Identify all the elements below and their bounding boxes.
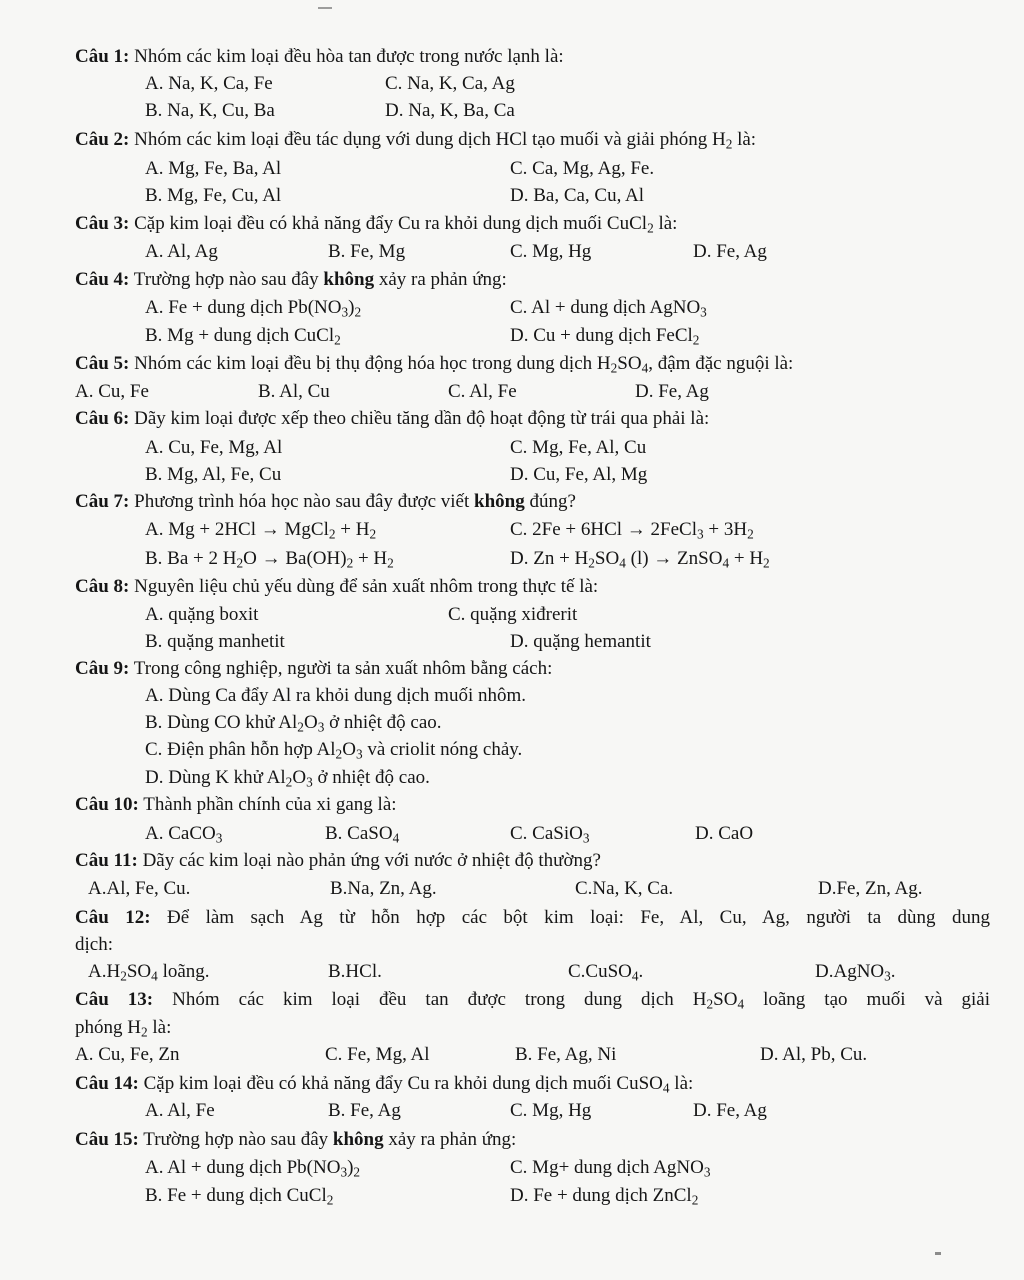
options-row	[0, 1097, 1024, 1125]
question-13	[0, 986, 1024, 1014]
option-c[interactable]: C. 2Fe + 6HCl → 2FeCl$_3$ + $3H_2$	[510, 519, 754, 542]
option-a[interactable]: A. Al, Fe	[145, 1100, 215, 1121]
option-d[interactable]: D. Al, Pb, Cu.	[760, 1044, 868, 1065]
question-text: Dãy các kim loại nào phản ứng với nước ở nhiệt độ thường?	[142, 850, 601, 871]
option-b[interactable]: B. Fe + dung dịch CuCl$_2$	[145, 1185, 334, 1208]
option-b[interactable]: B. Al, Cu	[258, 381, 330, 402]
option-c[interactable]: C. Mg+ dung dịch AgNO$_3$	[510, 1157, 711, 1180]
question-text: Trong công nghiệp, người ta sản xuất nhôm bằng cách:	[133, 658, 553, 679]
option-a[interactable]: A. Cu, Fe, Zn	[75, 1044, 180, 1065]
option-d[interactable]: D. Fe, Ag	[693, 241, 767, 262]
question-number: Câu 13:	[75, 989, 154, 1010]
question-text: Nguyên liệu chủ yếu dùng để sản xuất nhôm trong thực tế là:	[134, 576, 599, 597]
options-row	[0, 516, 1024, 544]
option-d[interactable]: D.Fe, Zn, Ag.	[818, 878, 923, 899]
options-row	[0, 322, 1024, 350]
option-b[interactable]: B.HCl.	[328, 961, 382, 982]
question-number: Câu 12:	[75, 907, 151, 928]
question-13-cont	[0, 1014, 1024, 1042]
option-c[interactable]: C. Mg, Hg	[510, 1100, 592, 1121]
scan-artifact	[935, 1252, 941, 1255]
question-number: Câu 15:	[75, 1129, 139, 1150]
question-4	[0, 266, 1024, 294]
question-number: Câu 9:	[75, 658, 130, 679]
option-d[interactable]: D. Cu, Fe, Al, Mg	[510, 464, 648, 485]
option-b[interactable]: B. quặng manhetit	[145, 631, 285, 652]
question-number: Câu 8:	[75, 576, 130, 597]
option-d[interactable]: D. Fe + dung dịch ZnCl$_2$	[510, 1185, 699, 1208]
option-c[interactable]: C.CuSO$_4$.	[568, 961, 644, 984]
options-row	[0, 155, 1024, 183]
option-d[interactable]: D. Fe, Ag	[693, 1100, 767, 1121]
question-14	[0, 1070, 1024, 1098]
option-c[interactable]: C. Mg, Hg	[510, 241, 592, 262]
question-number: Câu 4:	[75, 269, 130, 290]
option-a[interactable]: A. Al + dung dịch $Pb(NO_3)_2$	[145, 1157, 361, 1180]
options-row	[0, 958, 1024, 986]
question-text: Để làm sạch Ag từ hỗn hợp các bột kim loại: Fe, Al, Cu, Ag, người ta dùng dung	[166, 907, 990, 928]
question-text: Nhóm các kim loại đều tan được trong dung dịch $H_2SO_4$ loãng tạo muối và giải	[172, 989, 991, 1012]
option-c[interactable]: C. quặng xiđrerit	[448, 604, 578, 625]
option-d[interactable]: D. $Zn + H_2SO_4$ (l) → ZnSO$_4$ + $H_2$	[510, 548, 770, 571]
question-number: Câu 1:	[75, 46, 130, 67]
question-number: Câu 6:	[75, 408, 130, 429]
options-row	[0, 434, 1024, 462]
options-row	[0, 378, 1024, 406]
options-row	[0, 875, 1024, 903]
options-row	[0, 709, 1024, 737]
option-c[interactable]: C. Ca, Mg, Ag, Fe.	[510, 158, 655, 179]
question-12-cont	[0, 931, 1024, 959]
question-number: Câu 2:	[75, 129, 130, 150]
option-b[interactable]: B. Mg + dung dịch CuCl$_2$	[145, 325, 341, 348]
option-b[interactable]: B. CaSO$_4$	[325, 823, 400, 846]
question-1	[0, 43, 1024, 71]
options-row	[0, 764, 1024, 792]
scan-artifact	[318, 7, 332, 9]
question-number: Câu 11:	[75, 850, 138, 871]
option-d[interactable]: D.AgNO$_3$.	[815, 961, 896, 984]
option-a[interactable]: A. Mg + 2HCl → MgCl$_2$ + $H_2$	[145, 519, 377, 542]
option-a[interactable]: A. CaCO$_3$	[145, 823, 223, 846]
question-number: Câu 14:	[75, 1073, 139, 1094]
option-c[interactable]: C. Mg, Fe, Al, Cu	[510, 437, 647, 458]
option-a[interactable]: A. Na, K, Ca, Fe	[145, 73, 273, 94]
option-a[interactable]: A. Cu, Fe, Mg, Al	[145, 437, 283, 458]
option-b[interactable]: B.Na, Zn, Ag.	[330, 878, 437, 899]
option-a[interactable]: A. Fe + dung dịch $Pb(NO_3)_2$	[145, 297, 362, 320]
option-b[interactable]: B. Na, K, Cu, Ba	[145, 100, 275, 121]
question-10	[0, 791, 1024, 819]
options-row	[0, 736, 1024, 764]
options-row	[0, 461, 1024, 489]
options-row	[0, 238, 1024, 266]
question-7	[0, 488, 1024, 516]
question-11	[0, 847, 1024, 875]
question-9	[0, 655, 1024, 683]
option-a[interactable]: A. Dùng Ca đẩy Al ra khỏi dung dịch muối nhôm.	[145, 685, 527, 706]
options-row	[0, 682, 1024, 710]
option-b[interactable]: B. Mg, Fe, Cu, Al	[145, 185, 282, 206]
question-text: dịch:	[75, 934, 113, 955]
question-6	[0, 405, 1024, 433]
option-b[interactable]: B. Fe, Mg	[328, 241, 406, 262]
question-number: Câu 5:	[75, 353, 130, 374]
question-text: Phương trình hóa học nào sau đây được viết	[134, 491, 470, 512]
question-text: Thành phần chính của xi gang là:	[143, 794, 397, 815]
option-c[interactable]: C. CaSiO$_3$	[510, 823, 590, 846]
option-a[interactable]: A. Al, Ag	[145, 241, 218, 262]
question-emphasis: không	[474, 491, 525, 512]
question-emphasis: không	[332, 1129, 384, 1150]
option-d[interactable]: D. CaO	[695, 823, 754, 844]
question-text: Trường hợp nào sau đây	[143, 1129, 329, 1150]
question-15	[0, 1126, 1024, 1154]
option-d[interactable]: D. Na, K, Ba, Ca	[385, 100, 515, 121]
options-row	[0, 628, 1024, 656]
option-a[interactable]: A. Cu, Fe	[75, 381, 149, 402]
question-text: Dãy kim loại được xếp theo chiều tăng dần độ hoạt động từ trái qua phải là:	[134, 408, 710, 429]
question-12	[0, 904, 1024, 932]
option-c[interactable]: C. Al + dung dịch AgNO$_3$	[510, 297, 707, 320]
option-b[interactable]: B. Ba + 2 $H_2O \to Ba(OH)_2 + H_2$	[145, 548, 394, 571]
option-c[interactable]: C.Na, K, Ca.	[575, 878, 674, 899]
option-a[interactable]: A.Al, Fe, Cu.	[88, 878, 191, 899]
question-text: Cặp kim loại đều có khả năng đẩy Cu ra khỏi dung dịch muối CuSO$_4$ là:	[143, 1073, 694, 1096]
options-row	[0, 1154, 1024, 1182]
question-text: phóng $H_2$ là:	[75, 1017, 172, 1040]
options-row	[0, 70, 1024, 98]
question-2	[0, 126, 1024, 154]
question-text: Nhóm các kim loại đều tác dụng với dung dịch HCl tạo muối và giải phóng $H_2$ là:	[134, 129, 757, 152]
option-d[interactable]: D. Fe, Ag	[635, 381, 709, 402]
option-a[interactable]: A. quặng boxit	[145, 604, 259, 625]
question-text: Nhóm các kim loại đều bị thụ động hóa học trong dung dịch $H_2SO_4$, đậm đặc nguội là:	[134, 353, 794, 376]
options-row	[0, 1041, 1024, 1069]
options-row	[0, 601, 1024, 629]
options-row	[0, 1182, 1024, 1210]
option-d[interactable]: D. Ba, Ca, Cu, Al	[510, 185, 645, 206]
question-text: xảy ra phản ứng:	[378, 269, 507, 290]
question-3	[0, 210, 1024, 238]
question-text: Nhóm các kim loại đều hòa tan được trong nước lạnh là:	[134, 46, 564, 67]
option-d[interactable]: D. quặng hemantit	[510, 631, 651, 652]
question-number: Câu 3:	[75, 213, 130, 234]
option-b[interactable]: B. Fe, Ag, Ni	[515, 1044, 617, 1065]
question-text: đúng?	[529, 491, 576, 512]
question-8	[0, 573, 1024, 601]
options-row	[0, 182, 1024, 210]
option-d[interactable]: D. Cu + dung dịch FeCl$_2$	[510, 325, 700, 348]
option-a[interactable]: $A.H_2SO_4$ loãng.	[88, 961, 210, 984]
options-row	[0, 97, 1024, 125]
options-row	[0, 545, 1024, 573]
question-5	[0, 350, 1024, 378]
question-emphasis: không	[323, 269, 375, 290]
question-number: Câu 10:	[75, 794, 139, 815]
option-c[interactable]: C. Na, K, Ca, Ag	[385, 73, 515, 94]
question-number: Câu 7:	[75, 491, 130, 512]
option-b[interactable]: B. Fe, Ag	[328, 1100, 401, 1121]
option-c[interactable]: C. Al, Fe	[448, 381, 517, 402]
option-b[interactable]: B. Dùng CO khử $Al_2O_3$ ở nhiệt độ cao.	[145, 712, 442, 735]
option-c[interactable]: C. Fe, Mg, Al	[325, 1044, 430, 1065]
option-c[interactable]: C. Điện phân hỗn hợp $Al_2O_3$ và criolit nóng chảy.	[145, 739, 523, 762]
question-text: Cặp kim loại đều có khả năng đẩy Cu ra khỏi dung dịch muối CuCl$_2$ là:	[134, 213, 678, 236]
option-b[interactable]: B. Mg, Al, Fe, Cu	[145, 464, 282, 485]
option-a[interactable]: A. Mg, Fe, Ba, Al	[145, 158, 282, 179]
option-d[interactable]: D. Dùng K khử $Al_2O_3$ ở nhiệt độ cao.	[145, 767, 430, 790]
question-text: Trường hợp nào sau đây	[133, 269, 319, 290]
options-row	[0, 294, 1024, 322]
options-row	[0, 820, 1024, 848]
question-text: xảy ra phản ứng:	[388, 1129, 517, 1150]
